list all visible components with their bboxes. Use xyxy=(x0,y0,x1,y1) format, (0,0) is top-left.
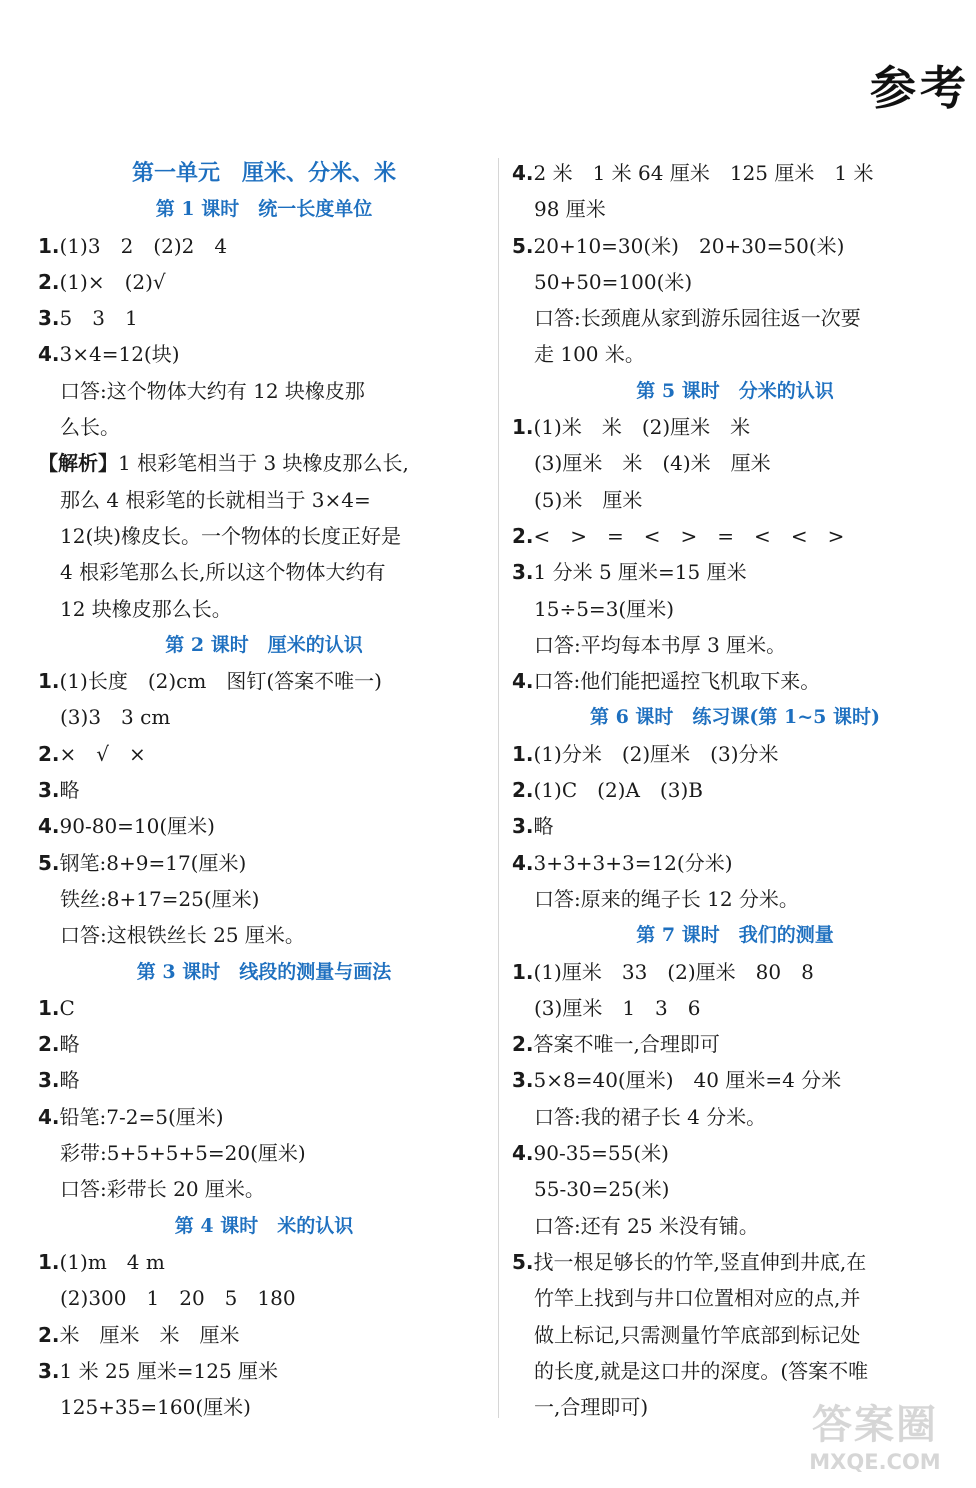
answer-item xyxy=(512,554,958,590)
question-number: 3. xyxy=(512,560,534,585)
lesson-heading: 第 2 课时 厘米的认识 xyxy=(165,633,363,656)
answer-text: 1 分米 5 厘米=15 厘米 xyxy=(533,560,747,585)
continuation-line: 口答:我的裙子长 4 分米。 xyxy=(534,1104,767,1129)
answer-text: 90-80=10(厘米) xyxy=(59,814,215,839)
answer-text: (1)米 米 (2)厘米 米 xyxy=(533,415,751,440)
answer-item xyxy=(512,1026,958,1062)
answer-item xyxy=(38,1244,490,1280)
column-divider xyxy=(498,158,499,1418)
answer-item xyxy=(512,736,958,772)
question-number: 3. xyxy=(512,814,534,839)
answer-text: 找一根足够长的竹竿,竖直伸到井底,在 xyxy=(533,1249,867,1274)
answer-item xyxy=(38,736,490,772)
answer-item xyxy=(38,264,490,300)
analysis-tag: 【解析】 xyxy=(38,451,118,476)
continuation-line: 15÷5=3(厘米) xyxy=(534,596,675,621)
answer-text: 答案不唯一,合理即可 xyxy=(533,1032,720,1057)
answer-text: 90-35=55(米) xyxy=(533,1141,669,1166)
answer-text: 2 米 1 米 64 厘米 125 厘米 1 米 xyxy=(533,161,874,185)
answer-text: 口答:他们能把遥控飞机取下来。 xyxy=(533,669,821,694)
continuation-line: 彩带:5+5+5+5=20(厘米) xyxy=(60,1141,306,1166)
answer-item xyxy=(512,845,958,881)
watermark-url: MXQE.COM xyxy=(809,1450,941,1474)
continuation-line: 口答:平均每本书厚 3 厘米。 xyxy=(534,632,787,657)
continuation-line: 口答:这个物体大约有 12 块橡皮那 xyxy=(60,378,365,403)
answer-item xyxy=(38,1026,490,1062)
answer-item xyxy=(38,1062,490,1098)
continuation-line: 一,合理即可) xyxy=(534,1395,649,1420)
answer-item xyxy=(38,1353,490,1389)
answer-text: 20+10=30(米) 20+30=50(米) xyxy=(533,233,845,258)
continuation-line: 口答:还有 25 米没有铺。 xyxy=(534,1213,759,1238)
question-number: 4. xyxy=(38,814,60,839)
analysis-line xyxy=(38,445,490,481)
left-column xyxy=(38,155,490,1425)
answer-item xyxy=(512,1062,958,1098)
question-number: 1. xyxy=(38,995,60,1020)
answer-item xyxy=(38,772,490,808)
continuation-line: 50+50=100(米) xyxy=(534,269,693,294)
lesson-heading: 第 1 课时 统一长度单位 xyxy=(155,198,373,221)
continuation-line: (3)3 3 cm xyxy=(60,705,171,730)
answer-item xyxy=(512,228,958,264)
answer-item xyxy=(38,990,490,1026)
question-number: 4. xyxy=(512,161,534,185)
answer-item xyxy=(512,1135,958,1171)
answer-text: (1)长度 (2)cm 图钉(答案不唯一) xyxy=(59,669,382,694)
page-header-title: 参考 xyxy=(870,61,970,115)
question-number: 2. xyxy=(512,778,534,803)
question-number: 3. xyxy=(38,1068,60,1093)
continuation-line: 口答:原来的绳子长 12 分米。 xyxy=(534,886,799,911)
answer-text: (1)× (2)√ xyxy=(59,269,166,294)
answer-text: 略 xyxy=(59,778,80,803)
answer-item xyxy=(512,1244,958,1280)
answer-text: 略 xyxy=(59,1068,80,1093)
answer-text: 铅笔:7-2=5(厘米) xyxy=(59,1104,224,1129)
right-column xyxy=(512,155,958,1425)
question-number: 1. xyxy=(512,741,534,766)
continuation-line: 12 块橡皮那么长。 xyxy=(60,596,232,621)
answer-item xyxy=(512,409,958,445)
answer-text: (1)3 2 (2)2 4 xyxy=(59,233,228,258)
answer-text: 米 厘米 米 厘米 xyxy=(59,1322,240,1347)
continuation-line: 那么 4 根彩笔的长就相当于 3×4= xyxy=(60,487,371,512)
question-number: 1. xyxy=(38,1249,60,1274)
continuation-line: 12(块)橡皮长。一个物体的长度正好是 xyxy=(60,523,402,548)
answer-item xyxy=(38,1317,490,1353)
question-number: 2. xyxy=(38,741,60,766)
question-number: 4. xyxy=(38,1104,60,1129)
lesson-heading: 第 6 课时 练习课(第 1~5 课时) xyxy=(589,706,881,729)
continuation-line: (3)厘米 米 (4)米 厘米 xyxy=(534,451,771,476)
answer-item xyxy=(38,300,490,336)
question-number: 3. xyxy=(512,1068,534,1093)
question-number: 3. xyxy=(38,1358,60,1383)
question-number: 3. xyxy=(38,778,60,803)
answer-text: 略 xyxy=(59,1032,80,1057)
continuation-line: 走 100 米。 xyxy=(534,342,645,367)
answer-text: 3×4=12(块) xyxy=(59,342,180,367)
answer-item xyxy=(38,336,490,372)
question-number: 2. xyxy=(512,1032,534,1057)
question-number: 3. xyxy=(38,306,60,331)
continuation-line: 125+35=160(厘米) xyxy=(60,1395,251,1420)
answer-item xyxy=(512,518,958,554)
question-number: 1. xyxy=(512,415,534,440)
continuation-line: 么长。 xyxy=(60,415,120,440)
question-number: 1. xyxy=(38,233,60,258)
lesson-heading: 第 7 课时 我们的测量 xyxy=(636,924,834,947)
question-number: 4. xyxy=(512,669,534,694)
question-number: 4. xyxy=(512,850,534,875)
answer-text: (1)分米 (2)厘米 (3)分米 xyxy=(533,741,779,766)
continuation-line: 口答:长颈鹿从家到游乐园往返一次要 xyxy=(534,306,861,331)
answer-item xyxy=(512,155,958,191)
lesson-heading: 第 4 课时 米的认识 xyxy=(174,1214,354,1237)
continuation-line: 4 根彩笔那么长,所以这个物体大约有 xyxy=(60,560,386,585)
analysis-text: 1 根彩笔相当于 3 块橡皮那么长, xyxy=(118,451,409,476)
question-number: 1. xyxy=(512,959,534,984)
question-number: 5. xyxy=(512,1249,534,1274)
question-number: 2. xyxy=(38,269,60,294)
answer-text: < > = < > = < < > xyxy=(533,523,845,548)
question-number: 1. xyxy=(38,669,60,694)
watermark-logo: 答案圈 xyxy=(812,1402,938,1448)
answer-item xyxy=(512,772,958,808)
answer-text: 略 xyxy=(533,814,554,839)
question-number: 5. xyxy=(512,233,534,258)
answer-item xyxy=(38,808,490,844)
answer-text: 3+3+3+3=12(分米) xyxy=(533,850,733,875)
answer-item xyxy=(38,663,490,699)
answer-item xyxy=(38,228,490,264)
answer-text: (1)厘米 33 (2)厘米 80 8 xyxy=(533,959,814,984)
continuation-line: 铁丝:8+17=25(厘米) xyxy=(60,886,260,911)
answer-text: (1)C (2)A (3)B xyxy=(533,778,703,803)
question-number: 2. xyxy=(38,1032,60,1057)
answer-text: C xyxy=(59,995,75,1020)
continuation-line: 竹竿上找到与井口位置相对应的点,并 xyxy=(534,1286,861,1311)
question-number: 4. xyxy=(512,1141,534,1166)
continuation-line: 做上标记,只需测量竹竿底部到标记处 xyxy=(534,1322,861,1347)
question-number: 2. xyxy=(512,523,534,548)
question-number: 2. xyxy=(38,1322,60,1347)
continuation-line: (2)300 1 20 5 180 xyxy=(60,1286,296,1311)
lesson-heading: 第 3 课时 线段的测量与画法 xyxy=(136,960,392,983)
question-number: 5. xyxy=(38,850,60,875)
continuation-line: (3)厘米 1 3 6 xyxy=(534,995,701,1020)
continuation-line: 的长度,就是这口井的深度。(答案不唯 xyxy=(534,1358,869,1383)
answer-item xyxy=(512,663,958,699)
answer-item xyxy=(38,845,490,881)
continuation-line: 口答:这根铁丝长 25 厘米。 xyxy=(60,923,305,948)
answer-text: 5×8=40(厘米) 40 厘米=4 分米 xyxy=(533,1068,842,1093)
answer-text: 5 3 1 xyxy=(59,306,138,331)
answer-text: × √ × xyxy=(59,741,146,766)
answer-text: (1)m 4 m xyxy=(59,1249,165,1274)
watermark xyxy=(790,1393,960,1474)
answer-item xyxy=(512,954,958,990)
continuation-line: 口答:彩带长 20 厘米。 xyxy=(60,1177,265,1202)
answer-text: 钢笔:8+9=17(厘米) xyxy=(59,850,247,875)
lesson-heading: 第 5 课时 分米的认识 xyxy=(636,379,834,402)
continuation-line: 55-30=25(米) xyxy=(534,1177,670,1202)
unit-heading: 第一单元 厘米、分米、米 xyxy=(131,160,396,186)
question-number: 4. xyxy=(38,342,60,367)
continuation-line: (5)米 厘米 xyxy=(534,487,643,512)
continuation-line: 98 厘米 xyxy=(534,197,606,222)
answer-item xyxy=(512,808,958,844)
answer-text: 1 米 25 厘米=125 厘米 xyxy=(59,1358,279,1383)
answer-item xyxy=(38,1099,490,1135)
